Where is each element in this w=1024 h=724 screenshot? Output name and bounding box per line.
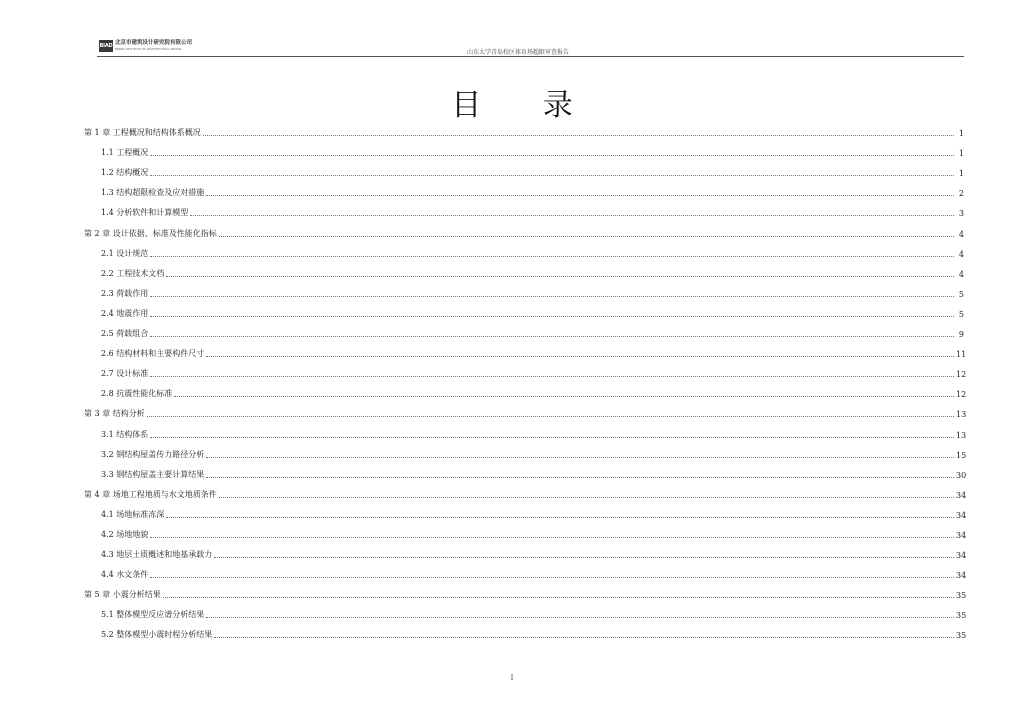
toc-dot-leader <box>150 336 954 337</box>
page-number: I <box>510 674 514 682</box>
toc-dot-leader <box>206 195 954 196</box>
toc-entry-page: 13 <box>956 430 967 440</box>
toc-entry-page: 2 <box>958 189 964 199</box>
toc-entry-label: 1.3 结构超限检查及应对措施 <box>101 188 205 198</box>
toc-dot-leader <box>214 637 954 638</box>
toc-chapter-entry[interactable] <box>84 399 967 420</box>
toc-dot-leader <box>150 537 954 538</box>
toc-chapter-entry[interactable] <box>84 218 964 238</box>
toc-entry-page: 34 <box>956 490 967 500</box>
header-divider <box>97 56 964 57</box>
report-title: 山东大学青岛校区体育场超限审查报告 <box>466 49 569 56</box>
toc-dot-leader <box>166 276 954 277</box>
toc-entry-page: 4 <box>958 269 964 279</box>
toc-dot-leader <box>190 215 954 216</box>
toc-entry-label: 3.2 钢结构屋盖传力路径分析 <box>101 449 205 459</box>
toc-entry-label: 第 3 章 结构分析 <box>84 409 145 419</box>
toc-chapter-entry[interactable] <box>84 118 964 138</box>
org-name-en: BEIJING INSTITUTE OF ARCHITECTURAL DESIGN <box>115 46 182 51</box>
toc-entry-label: 2.2 工程技术文档 <box>101 268 165 278</box>
toc-entry-label: 第 5 章 小震分析结果 <box>84 590 161 600</box>
toc-entry-page: 35 <box>956 591 967 601</box>
toc-entry-page: 4 <box>958 249 964 259</box>
toc-dot-leader <box>206 356 954 357</box>
toc-section-entry[interactable] <box>84 359 967 380</box>
toc-dot-leader <box>150 376 954 377</box>
toc-dot-leader <box>219 236 954 237</box>
toc-entry-page: 11 <box>956 350 967 360</box>
toc-dot-leader <box>166 517 954 518</box>
toc-section-entry[interactable] <box>84 500 967 520</box>
toc-dot-leader <box>219 497 954 498</box>
toc-section-entry[interactable] <box>84 239 964 259</box>
toc-section-entry[interactable] <box>84 138 964 158</box>
toc-entry-page: 1 <box>958 149 964 159</box>
toc-entry-page: 5 <box>958 309 964 319</box>
toc-entry-page: 5 <box>958 289 964 299</box>
toc-chapter-entry[interactable] <box>84 580 967 601</box>
toc-entry-label: 2.7 设计标准 <box>101 369 149 379</box>
toc-entry-label: 2.3 荷载作用 <box>101 288 149 298</box>
toc-entry-page: 34 <box>956 551 967 561</box>
toc-dot-leader <box>150 155 954 156</box>
toc-entry-label: 4.2 场地地貌 <box>101 529 149 539</box>
toc-dot-leader <box>150 175 954 176</box>
toc-entry-page: 35 <box>956 631 967 641</box>
toc-section-entry[interactable] <box>84 560 967 581</box>
toc-dot-leader <box>174 396 954 397</box>
toc-entry-label: 2.6 结构材料和主要构件尺寸 <box>101 349 205 359</box>
toc-entry-label: 2.4 地震作用 <box>101 308 149 318</box>
toc-section-entry[interactable] <box>84 259 964 279</box>
toc-dot-leader <box>214 557 954 558</box>
toc-entry-page: 12 <box>956 390 967 400</box>
toc-section-entry[interactable] <box>84 158 964 178</box>
toc-entry-label: 1.1 工程概况 <box>101 148 149 158</box>
toc-entry-page: 34 <box>956 510 967 520</box>
toc-entry-page: 15 <box>956 450 967 460</box>
toc-section-entry[interactable] <box>84 460 967 480</box>
toc-entry-label: 4.3 地层土质概述和地基承载力 <box>101 550 213 560</box>
toc-section-entry[interactable] <box>84 339 967 360</box>
toc-section-entry[interactable] <box>84 520 967 540</box>
toc-entry-label: 5.1 整体模型反应谱分析结果 <box>101 610 205 620</box>
toc-entry-label: 3.1 结构体系 <box>101 429 149 439</box>
toc-dot-leader <box>150 577 954 578</box>
toc-entry-label: 第 2 章 设计依据、标准及性能化指标 <box>84 228 217 238</box>
toc-entry-label: 3.3 钢结构屋盖主要计算结果 <box>101 469 205 479</box>
toc-entry-label: 第 4 章 场地工程地质与水文地质条件 <box>84 489 217 499</box>
toc-entry-page: 34 <box>956 530 967 540</box>
toc-dot-leader <box>163 597 954 598</box>
toc-entry-label: 2.5 荷载组合 <box>101 329 149 339</box>
toc-section-entry[interactable] <box>84 379 967 400</box>
toc-dot-leader <box>206 617 954 618</box>
toc-section-entry[interactable] <box>84 178 964 198</box>
toc-entry-page: 12 <box>956 370 967 380</box>
toc-title: 目 录 <box>451 88 599 123</box>
toc-entry-page: 35 <box>956 611 967 621</box>
toc-section-entry[interactable] <box>84 419 967 440</box>
table-of-contents <box>84 118 967 641</box>
toc-entry-label: 2.8 抗震性能化标准 <box>101 389 173 399</box>
toc-entry-label: 2.1 设计规范 <box>101 248 149 258</box>
toc-entry-page: 1 <box>958 129 964 139</box>
toc-entry-page: 13 <box>956 410 967 420</box>
org-name: 北京市建筑设计研究院有限公司 <box>115 40 193 47</box>
toc-section-entry[interactable] <box>84 198 964 218</box>
toc-dot-leader <box>150 437 954 438</box>
toc-dot-leader <box>150 296 954 297</box>
toc-section-entry[interactable] <box>84 279 964 299</box>
toc-section-entry[interactable] <box>84 540 967 561</box>
toc-entry-page: 1 <box>958 169 964 179</box>
toc-entry-page: 4 <box>958 229 964 239</box>
toc-entry-label: 4.4 水文条件 <box>101 570 149 580</box>
toc-section-entry[interactable] <box>84 600 967 621</box>
toc-entry-label: 第 1 章 工程概况和结构体系概况 <box>84 128 201 138</box>
toc-dot-leader <box>150 316 954 317</box>
toc-section-entry[interactable] <box>84 319 964 339</box>
toc-entry-page: 34 <box>956 571 967 581</box>
toc-dot-leader <box>150 256 954 257</box>
toc-section-entry[interactable] <box>84 620 967 641</box>
toc-section-entry[interactable] <box>84 299 964 319</box>
toc-entry-label: 4.1 场地标准冻深 <box>101 509 165 519</box>
toc-dot-leader <box>206 457 954 458</box>
toc-dot-leader <box>147 416 954 417</box>
toc-entry-page: 3 <box>958 209 964 219</box>
toc-entry-page: 9 <box>958 330 964 340</box>
toc-entry-label: 1.2 结构概况 <box>101 168 149 178</box>
toc-entry-label: 1.4 分析软件和计算模型 <box>101 208 189 218</box>
toc-dot-leader <box>203 135 954 136</box>
toc-section-entry[interactable] <box>84 440 967 460</box>
toc-chapter-entry[interactable] <box>84 480 967 500</box>
toc-entry-page: 30 <box>956 470 967 480</box>
toc-entry-label: 5.2 整体模型小震时程分析结果 <box>101 630 213 640</box>
toc-dot-leader <box>206 477 954 478</box>
logo-mark: BIAD <box>99 40 113 52</box>
